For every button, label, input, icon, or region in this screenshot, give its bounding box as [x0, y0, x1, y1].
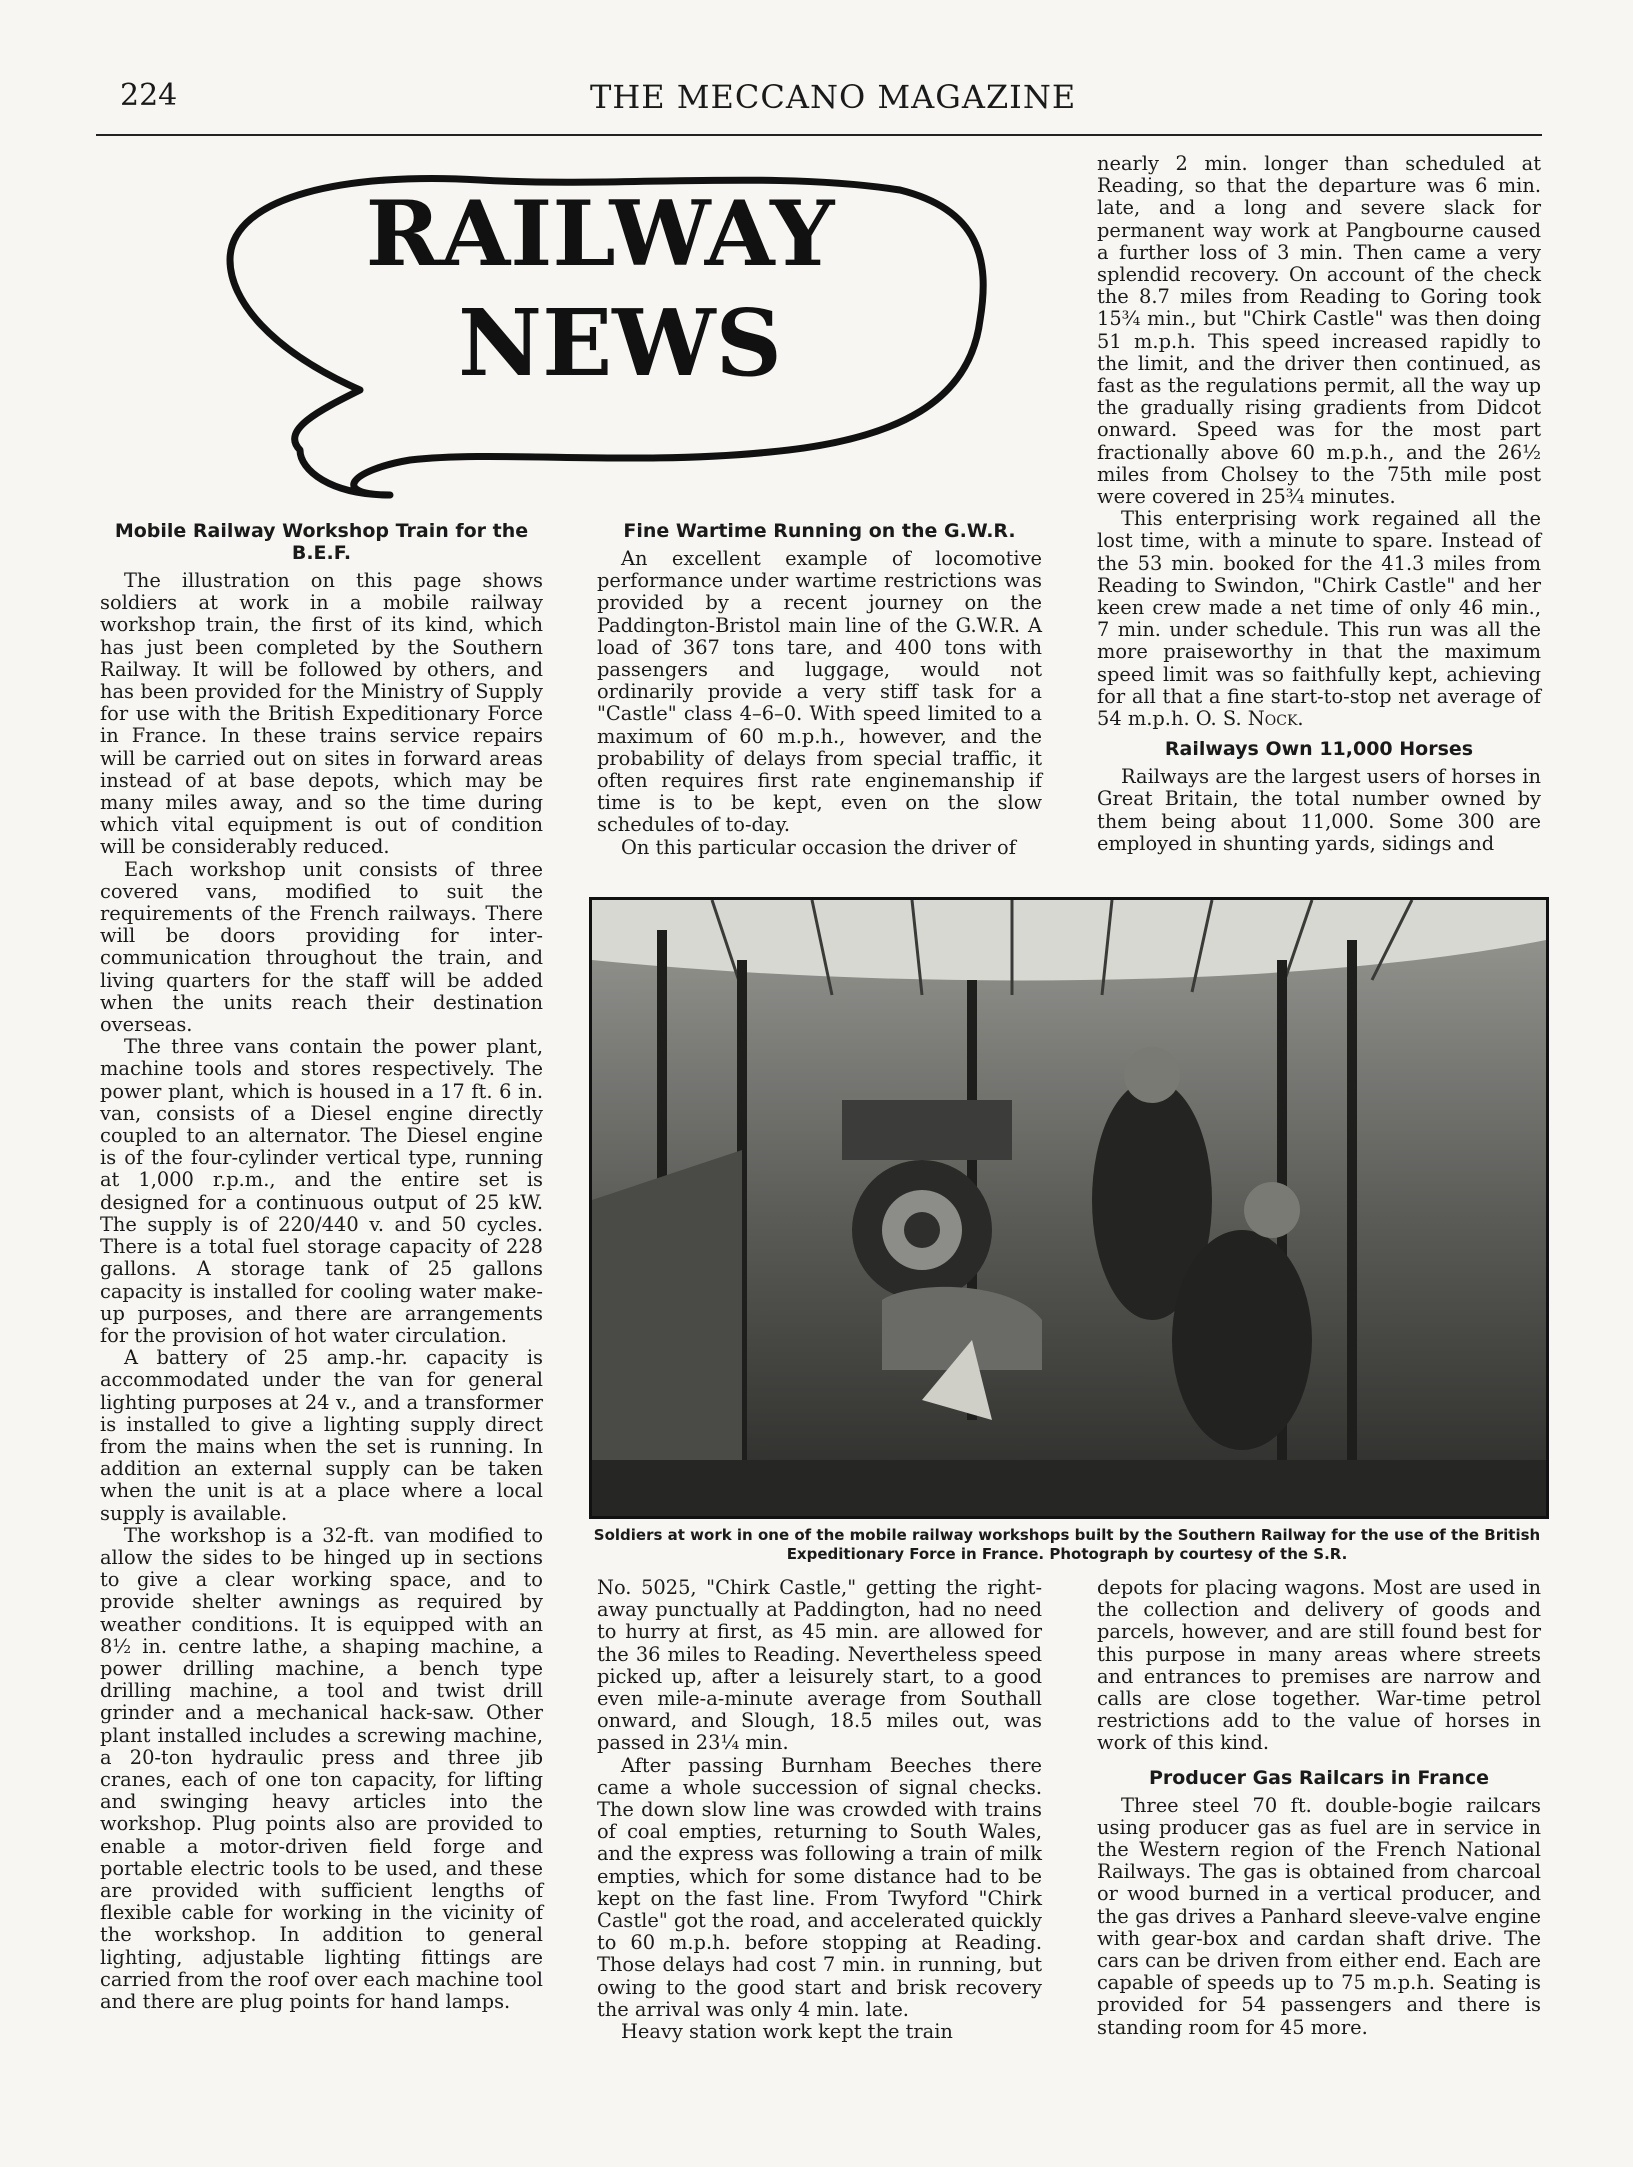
page-number: 224: [120, 78, 178, 113]
workshop-paragraph: The illustration on this page shows soldiers at work in a mobile railway workshop train, the first of its kind, which has just been completed by the Southern Railway. It will be followed by others, and has been provided for the Ministry of Supply for use with the British Expeditionary Force in France. In these trains service repairs will be carried out on sites in forward areas instead of at base depots, which may be many miles away, and so the time during which vital equipment is out of condition will be considerably reduced.: [100, 569, 543, 859]
gwr-paragraph: No. 5025, "Chirk Castle," getting the right-away punctually at Paddington, had no need to hurry at first, as 45 min. are allowed for the 36 miles to Reading. Nevertheless speed picked up, after a leisurely start, to a good even mile-a-minute average from Southall onward, and Slough, 18.5 miles out, was passed in 23¼ min.: [597, 1576, 1042, 1755]
author-signature: O. S. Nock.: [1195, 707, 1304, 731]
column-2-top: [597, 516, 1042, 859]
railway-news-logo: [150, 150, 1000, 500]
column-3-bottom: [1097, 1577, 1541, 2039]
header-rule: [96, 134, 1542, 136]
gwr-paragraph: After passing Burnham Beeches there came a whole succession of signal checks. The down slow line was crowded with trains of coal empties, returning to South Wales, and the express was following a train of milk empties, which for some distance had to be kept on the fast line. From Twyford "Chirk Castle" got the road, and accelerated quickly to 60 m.p.h. before stopping at Reading. Those delays had cost 7 min. in running, but owing to the good start and brisk recovery the arrival was only 4 min. late.: [597, 1753, 1042, 2021]
column-2-bottom: [597, 1577, 1042, 2043]
workshop-paragraph: A battery of 25 amp.-hr. capacity is accommodated under the van for general lighting purposes at 24 v., and a transformer is installed to give a lighting supply direct from the mains when the set is running. In addition an external supply can be taken when the unit is at a place where a local supply is available.: [100, 1346, 543, 1525]
gwr-heading: Fine Wartime Running on the G.W.R.: [623, 520, 1016, 542]
logo-line-railway: RAILWAY: [365, 181, 835, 287]
workshop-paragraph: The workshop is a 32-ft. van modified to allow the sides to be hinged up in sections to give a clear working space, and to provide shelter awnings as required by weather conditions. It is equipped with an 8½ in. centre lathe, a shaping machine, a power drilling machine, a bench type drilling machine, a tool and twist drill grinder and a mechanical hack-saw. Other plant installed includes a screwing machine, a 20-ton hydraulic press and three jib cranes, each of one ton capacity, for lifting and swinging heavy articles into the workshop. Plug points also are provided to enable a motor-driven field forge and portable electric tools to be used, and these are provided with sufficient lengths of flexible cable for working in the vicinity of the workshop. In addition to general lighting, adjustable lighting fittings are carried from the roof over each machine tool and there are plug points for hand lamps.: [100, 1523, 543, 2013]
gwr-paragraph: An excellent example of locomotive performance under wartime restrictions was provided by a recent journey on the Paddington-Bristol main line of the G.W.R. A load of 367 tons tare, and 400 tons with passengers and luggage, would not ordinarily provide a very stiff task for a "Castle" class 4–6–0. With speed limited to a maximum of 60 m.p.h., however, and the probability of delays from special traffic, it often requires first rate enginemanship if time is to be kept, even on the slow schedules of to-day.: [597, 547, 1042, 837]
magazine-title: THE MECCANO MAGAZINE: [590, 78, 1077, 116]
column-3-top: [1097, 153, 1541, 855]
railcars-heading: Producer Gas Railcars in France: [1148, 1766, 1490, 1789]
workshop-photograph: [589, 897, 1549, 1519]
logo-line-news: NEWS: [458, 289, 782, 397]
gwr-paragraph-text: This enterprising work regained all the lost time, with a minute to spare. Instead of the 53 min. booked for the 41.3 miles from Reading to Swindon, "Chirk Castle" and her keen crew made a net time of only 46 min., 7 min. under schedule. This run was all the more praiseworthy in that the maximum speed limit was so faithfully kept, achieving for all that a fine start-to-stop net average of 54 m.p.h.: [1097, 507, 1541, 731]
column-1: [100, 516, 543, 2013]
workshop-heading: Mobile Railway Workshop Train for the B.E.F.: [114, 520, 529, 564]
horses-heading: Railways Own 11,000 Horses: [1164, 738, 1474, 761]
horses-paragraph: depots for placing wagons. Most are used in the collection and delivery of goods and parcels, however, and are still found best for this purpose in many areas where streets and entrances to premises are narrow and calls are close together. War-time petrol restrictions add to the value of horses in work of this kind.: [1097, 1576, 1541, 1755]
gwr-paragraph: Heavy station work kept the train: [621, 2020, 953, 2044]
workshop-paragraph: The three vans contain the power plant, machine tools and stores respectively. The power plant, which is housed in a 17 ft. 6 in. van, consists of a Diesel engine directly coupled to an alternator. The Diesel engine is of the four-cylinder vertical type, running at 1,000 r.p.m., and the entire set is designed for a continuous output of 25 kW. The supply is of 220/440 v. and 50 cycles. There is a total fuel storage capacity of 228 gallons. A storage tank of 25 gallons capacity is installed for cooling water make-up purposes, and there are arrangements for the provision of hot water circulation.: [100, 1035, 543, 1347]
horses-paragraph: Railways are the largest users of horses in Great Britain, the total number owned by them being about 11,000. Some 300 are employed in shunting yards, sidings and: [1097, 765, 1541, 855]
workshop-paragraph: Each workshop unit consists of three covered vans, modified to suit the requirements of the French railways. There will be doors providing for inter-communication throughout the train, and living quarters for the staff will be added when the units reach their destination overseas.: [100, 857, 543, 1037]
gwr-paragraph: nearly 2 min. longer than scheduled at Reading, so that the departure was 6 min. late, and a long and severe slack for permanent way work at Pangbourne caused a further loss of 3 min. Then came a very splendid recovery. On account of the check the 8.7 miles from Reading to Goring took 15¾ min., but "Chirk Castle" was then doing 51 m.p.h. This speed increased rapidly to the limit, and the driver then continued, as fast as the regulations permit, all the way up the gradually rising gradients from Didcot onward. Speed was for the most part fractionally above 60 m.p.h., and the 26½ miles from Cholsey to the 75th mile post were covered in 25¾ minutes.: [1097, 152, 1541, 509]
gwr-paragraph: On this particular occasion the driver of: [621, 835, 1016, 859]
railcars-paragraph: Three steel 70 ft. double-bogie railcars using producer gas as fuel are in service in the Western region of the French National Railways. The gas is obtained from charcoal or wood burned in a vertical producer, and the gas drives a Panhard sleeve-valve engine with gear-box and cardan shaft drive. The cars can be driven from either end. Each are capable of speeds up to 75 m.p.h. Seating is provided for 54 passengers and there is standing room for 45 more.: [1097, 1793, 1541, 2039]
photo-caption: Soldiers at work in one of the mobile railway workshops built by the Southern Railway for the use of the British Expeditionary Force in France. Photograph by courtesy of the S.R.: [593, 1526, 1541, 1563]
workshop-photo-illustration: [592, 900, 1546, 1516]
gwr-paragraph: [1097, 508, 1541, 730]
